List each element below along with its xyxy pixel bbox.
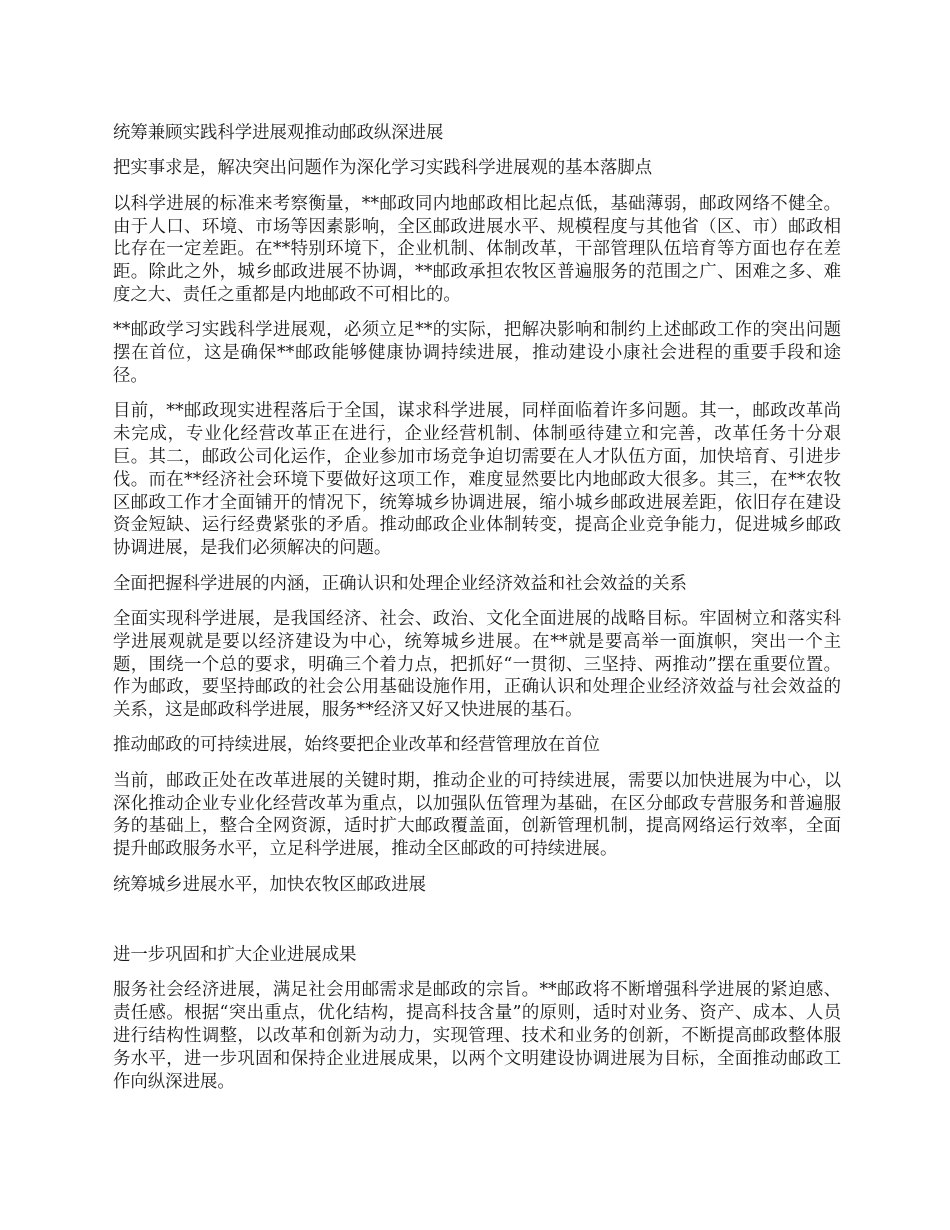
section-heading: 统筹城乡进展水平，加快农牧区邮政进展 bbox=[113, 874, 427, 895]
body-paragraph: 全面实现科学进展，是我国经济、社会、政治、文化全面进展的战略目标。牢固树立和落实科学进展观就是要以经济建设为中心，统筹城乡进展。在**就是要高举一面旗帜，突出一个主题，围绕一个总的要求，明确三个着力点，把抓好“一贯彻、三坚持、两推动”摆在重要位置。作为邮政，要坚持邮政的社会公用基础设施作用，正确认识和处理企业经济效益与社会效益的关系，这是邮政科学进展，服务**经济又好又快进展的基石。 bbox=[113, 608, 841, 721]
body-paragraph: **邮政学习实践科学进展观，必须立足**的实际，把解决影响和制约上述邮政工作的突出问题摆在首位，这是确保**邮政能够健康协调持续进展，推动建设小康社会进程的重要手段和途径。 bbox=[113, 320, 841, 386]
body-paragraph: 当前，邮政正处在改革进展的关键时期，推动企业的可持续进展，需要以加快进展为中心，以深化推动企业专业化经营改革为重点，以加强队伍管理为基础，在区分邮政专营服务和普遍服务的基础上，整合全网资源，适时扩大邮政覆盖面，创新管理机制，提高网络运行效率，全面提升邮政服务水平，立足科学进展，推动全区邮政的可持续进展。 bbox=[113, 770, 841, 860]
body-paragraph: 以科学进展的标准来考察衡量，**邮政同内地邮政相比起点低，基础薄弱，邮政网络不健全。由于人口、环境、市场等因素影响，全区邮政进展水平、规模程度与其他省（区、市）邮政相比存在一定差距。在**特别环境下，企业机制、体制改革，干部管理队伍培育等方面也存在差距。除此之外，城乡邮政进展不协调，**邮政承担农牧区普遍服务的范围之广、困难之多、难度之大、责任之重都是内地邮政不可相比的。 bbox=[113, 193, 841, 305]
body-paragraph: 服务社会经济进展，满足社会用邮需求是邮政的宗旨。**邮政将不断增强科学进展的紧迫感、责任感。根据“突出重点，优化结构，提高科技含量”的原则，适时对业务、资产、成本、人员进行结构性调整，以改革和创新为动力，实现管理、技术和业务的创新，不断提高邮政整体服务水平，进一步巩固和保持企业进展成果，以两个文明建设协调进展为目标，全面推动邮政工作向纵深进展。 bbox=[113, 980, 841, 1092]
section-heading: 把实事求是，解决突出问题作为深化学习实践科学进展观的基本落脚点 bbox=[113, 158, 653, 179]
section-heading: 全面把握科学进展的内涵，正确认识和处理企业经济效益和社会效益的关系 bbox=[113, 573, 687, 594]
document-title: 统筹兼顾实践科学进展观推动邮政纵深进展 bbox=[113, 123, 444, 143]
document-page bbox=[113, 122, 841, 1106]
blank-gap bbox=[113, 909, 841, 944]
section-heading: 进一步巩固和扩大企业进展成果 bbox=[113, 945, 357, 966]
section-heading: 推动邮政的可持续进展，始终要把企业改革和经营管理放在首位 bbox=[113, 735, 600, 756]
body-paragraph: 目前，**邮政现实进程落后于全国，谋求科学进展，同样面临着许多问题。其一，邮政改革尚未完成，专业化经营改革正在进行，企业经营机制、体制亟待建立和完善，改革任务十分艰巨。其二，邮政公司化运作，企业参加市场竞争迫切需要在人才队伍方面，加快培育、引进步伐。而在**经济社会环境下要做好这项工作，难度显然要比内地邮政大很多。其三，在**农牧区邮政工作才全面铺开的情况下，统筹城乡协调进展，缩小城乡邮政进展差距，依旧存在建设资金短缺、运行经费紧张的矛盾。推动邮政企业体制转变，提高企业竞争能力，促进城乡邮政协调进展，是我们必须解决的问题。 bbox=[113, 401, 841, 559]
